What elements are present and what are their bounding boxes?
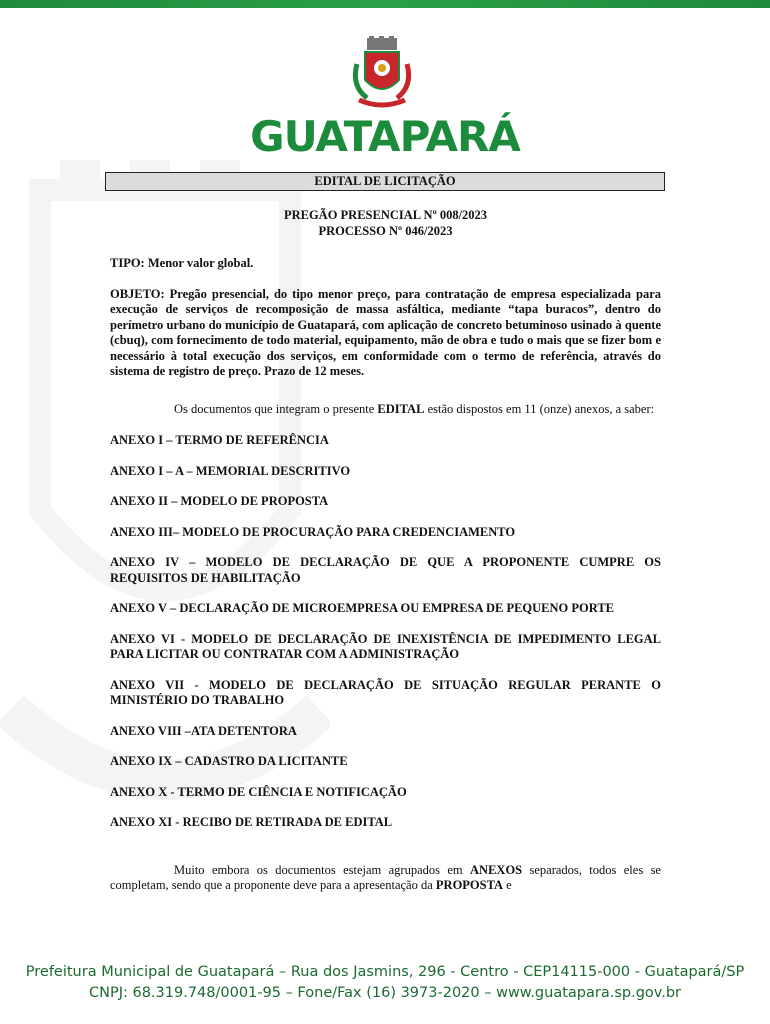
- annex-item: ANEXO IV – MODELO DE DECLARAÇÃO DE QUE A PROPONENTE CUMPRE OS REQUISITOS DE HABILITAÇÃO: [110, 555, 661, 585]
- closing-anexos-bold: ANEXOS: [470, 862, 523, 877]
- intro-text-1: Os documentos que integram o presente: [174, 401, 378, 416]
- annex-item: ANEXO XI - RECIBO DE RETIRADA DE EDITAL: [110, 815, 393, 829]
- footer-contact: CNPJ: 68.319.748/0001-95 – Fone/Fax (16) 3973-2020 – www.guatapara.sp.gov.br: [88, 985, 682, 1001]
- annex-item: ANEXO VI - MODELO DE DECLARAÇÃO DE INEXISTÊNCIA DE IMPEDIMENTO LEGAL PARA LICITAR OU CONTRATAR COM A ADMINISTRAÇÃO: [110, 631, 661, 661]
- municipal-crest-icon: [347, 36, 417, 116]
- city-brand-logo: GUATAPARÁ: [250, 112, 520, 161]
- intro-edital-bold: EDITAL: [377, 401, 425, 416]
- annex-list: [110, 433, 661, 831]
- annex-item: ANEXO V – DECLARAÇÃO DE MICROEMPRESA OU EMPRESA DE PEQUENO PORTE: [110, 601, 615, 615]
- annex-item: ANEXO IX – CADASTRO DA LICITANTE: [110, 754, 348, 768]
- closing-text-1: Muito embora os documentos estejam agrupados em: [174, 862, 471, 877]
- intro-paragraph: [110, 402, 661, 418]
- page-header: [0, 28, 770, 161]
- pregao-number: PREGÃO PRESENCIAL Nº 008/2023: [283, 208, 488, 222]
- closing-paragraph: [110, 863, 661, 894]
- processo-number: PROCESSO Nº 046/2023: [318, 223, 453, 238]
- tipo-paragraph: TIPO: Menor valor global.: [110, 256, 254, 270]
- document-title: EDITAL DE LICITAÇÃO: [105, 172, 665, 191]
- annex-item: ANEXO X - TERMO DE CIÊNCIA E NOTIFICAÇÃO: [110, 784, 407, 799]
- closing-text-3: e: [503, 878, 512, 892]
- footer-address: Prefeitura Municipal de Guatapará – Rua dos Jasmins, 296 - Centro - CEP14115-000 - Guatapará/SP: [25, 964, 745, 980]
- annex-item: ANEXO II – MODELO DE PROPOSTA: [110, 494, 329, 508]
- objeto-paragraph: OBJETO: Pregão presencial, do tipo menor preço, para contratação de empresa especializada para execução de serviços de recomposição de massa asfáltica, mediante “tapa buracos”, dentro do perímetro urbano do município de Guatapará, com aplicação de concreto betuminoso usinado à quente (cbuq), com fornecimento de todo material, equipamento, mão de obra e tudo o mais que se fizer bom e necessário à total execução dos serviços, em conformidade com o termo de referência, através do sistema de registro de preço. Prazo de 12 meses.: [110, 286, 661, 378]
- page-footer: [0, 962, 770, 1004]
- intro-text-2: estão dispostos em 11 (onze) anexos, a saber:: [424, 401, 655, 416]
- closing-proposta-bold: PROPOSTA: [435, 878, 504, 892]
- closing-text-2: separados, todos eles se completam, sendo que a proponente deve para a apresentação da: [110, 862, 661, 892]
- top-green-bar: [0, 0, 770, 8]
- annex-item: ANEXO VIII –ATA DETENTORA: [110, 723, 297, 738]
- document-body: [110, 172, 661, 894]
- annex-item: ANEXO VII - MODELO DE DECLARAÇÃO DE SITUAÇÃO REGULAR PERANTE O MINISTÉRIO DO TRABALHO: [110, 677, 661, 707]
- annex-item: ANEXO I – TERMO DE REFERÊNCIA: [110, 433, 329, 447]
- annex-item: ANEXO III– MODELO DE PROCURAÇÃO PARA CREDENCIAMENTO: [110, 524, 516, 539]
- annex-item: ANEXO I – A – MEMORIAL DESCRITIVO: [110, 463, 351, 478]
